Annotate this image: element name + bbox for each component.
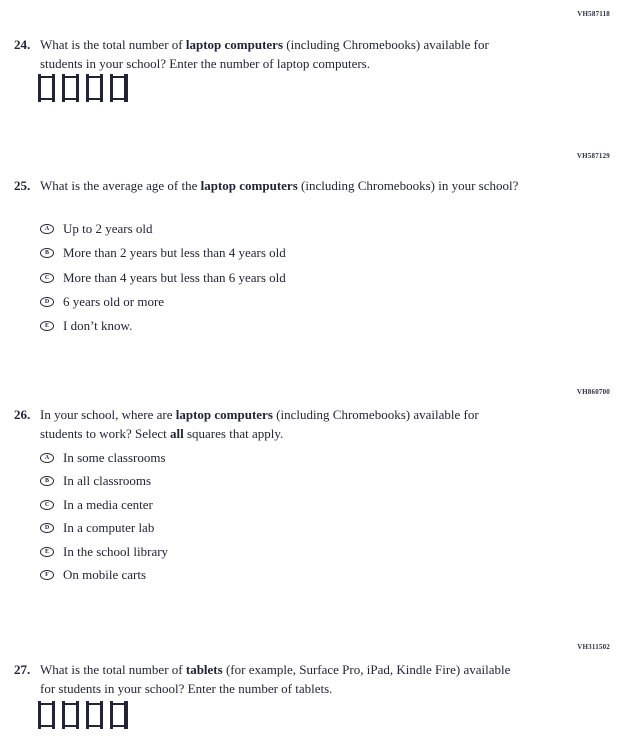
option-label: Up to 2 years old bbox=[63, 221, 153, 237]
option-bubble-icon[interactable]: B bbox=[40, 248, 54, 258]
option-bubble-icon[interactable]: E bbox=[40, 547, 54, 557]
item-code-25: VH587129 bbox=[576, 152, 610, 160]
option-label: In all classrooms bbox=[63, 473, 152, 489]
option-label: In a media center bbox=[63, 496, 153, 512]
item-code-26: VH860700 bbox=[576, 388, 610, 396]
question-26-number: 26. bbox=[14, 407, 31, 422]
item-code-24: VH587118 bbox=[577, 10, 610, 18]
digit-box[interactable] bbox=[41, 703, 52, 727]
question-24 bbox=[14, 36, 519, 73]
digit-box[interactable] bbox=[41, 76, 52, 100]
option-row[interactable] bbox=[40, 493, 500, 517]
question-24-text: What is the total number of laptop computers (including Chromebooks) available for students in your school? Enter the number of laptop computers. bbox=[40, 37, 489, 71]
option-bubble-icon[interactable]: A bbox=[40, 224, 54, 234]
question-25-options bbox=[40, 217, 500, 338]
option-row[interactable] bbox=[40, 564, 500, 588]
option-bubble-icon[interactable]: A bbox=[40, 453, 54, 463]
option-label: In some classrooms bbox=[63, 449, 166, 465]
question-27-number: 27. bbox=[14, 662, 31, 677]
option-row[interactable] bbox=[40, 314, 500, 338]
option-bubble-icon[interactable]: C bbox=[40, 273, 54, 283]
option-bubble-icon[interactable]: C bbox=[40, 500, 54, 510]
digit-box[interactable] bbox=[65, 703, 76, 727]
option-row[interactable] bbox=[40, 470, 500, 494]
option-row[interactable] bbox=[40, 517, 500, 541]
option-label: More than 2 years but less than 4 years old bbox=[63, 245, 286, 261]
question-26-options bbox=[40, 446, 500, 587]
question-27-digit-boxes bbox=[38, 701, 127, 729]
item-code-27: VH311502 bbox=[577, 643, 610, 651]
question-25-number: 25. bbox=[14, 178, 31, 193]
option-label: More than 4 years but less than 6 years old bbox=[63, 269, 286, 285]
digit-box[interactable] bbox=[65, 76, 76, 100]
question-24-digit-boxes bbox=[38, 74, 127, 102]
digit-box[interactable] bbox=[113, 703, 124, 727]
question-25 bbox=[14, 177, 519, 196]
option-row[interactable] bbox=[40, 217, 500, 241]
option-bubble-icon[interactable]: D bbox=[40, 523, 54, 533]
option-label: In a computer lab bbox=[63, 520, 155, 536]
option-label: 6 years old or more bbox=[63, 294, 165, 310]
option-label: I don’t know. bbox=[63, 318, 133, 334]
option-row[interactable] bbox=[40, 540, 500, 564]
question-27-text: What is the total number of tablets (for example, Surface Pro, iPad, Kindle Fire) available for students in your school? Enter the number of tablets. bbox=[40, 662, 511, 696]
option-row[interactable] bbox=[40, 241, 500, 265]
digit-box[interactable] bbox=[89, 703, 100, 727]
digit-box[interactable] bbox=[89, 76, 100, 100]
option-bubble-icon[interactable]: D bbox=[40, 297, 54, 307]
option-bubble-icon[interactable]: B bbox=[40, 476, 54, 486]
option-bubble-icon[interactable]: F bbox=[40, 570, 54, 580]
question-25-text: What is the average age of the laptop computers (including Chromebooks) in your school? bbox=[40, 178, 519, 193]
option-label: In the school library bbox=[63, 543, 169, 559]
option-row[interactable] bbox=[40, 290, 500, 314]
question-24-number: 24. bbox=[14, 37, 31, 52]
question-26 bbox=[14, 406, 519, 443]
question-27 bbox=[14, 661, 519, 698]
option-row[interactable] bbox=[40, 266, 500, 290]
question-26-text: In your school, where are laptop computers (including Chromebooks) available for students to work? Select all squares that apply. bbox=[40, 407, 479, 441]
option-bubble-icon[interactable]: E bbox=[40, 321, 54, 331]
digit-box[interactable] bbox=[113, 76, 124, 100]
option-row[interactable] bbox=[40, 446, 500, 470]
option-label: On mobile carts bbox=[63, 567, 147, 583]
